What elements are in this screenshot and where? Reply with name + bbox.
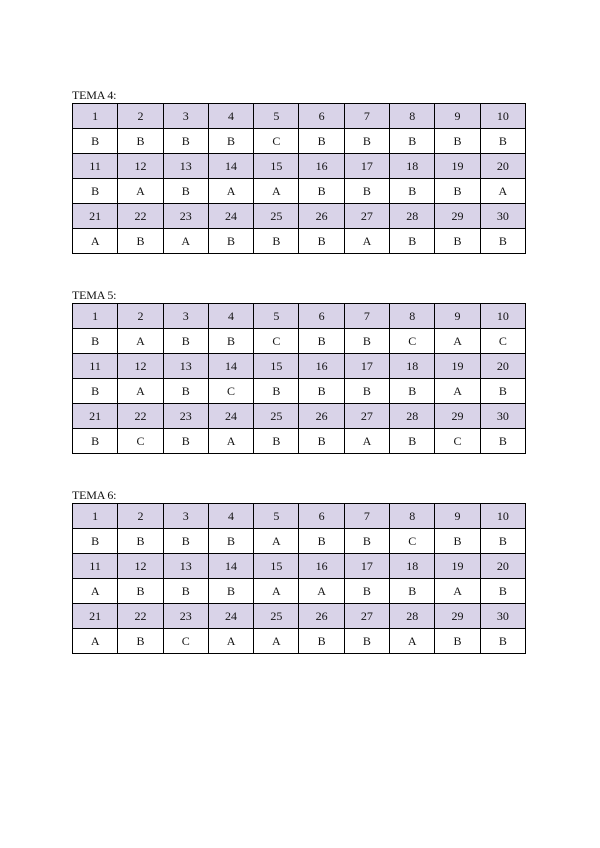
answer-cell: A — [299, 579, 344, 604]
question-number-cell: 11 — [73, 154, 118, 179]
answer-cell: C — [254, 329, 299, 354]
tema-4-section — [72, 87, 527, 254]
tema-5-section — [72, 287, 527, 454]
question-number-cell: 20 — [480, 354, 525, 379]
answer-cell: B — [299, 629, 344, 654]
answer-row — [73, 179, 526, 204]
question-number-cell: 13 — [163, 554, 208, 579]
answer-cell: B — [480, 229, 525, 254]
question-number-cell: 30 — [480, 204, 525, 229]
answer-cell: B — [208, 579, 253, 604]
question-number-cell: 8 — [390, 304, 435, 329]
question-number-row — [73, 304, 526, 329]
question-number-cell: 23 — [163, 404, 208, 429]
answer-cell: B — [254, 379, 299, 404]
tema-4-answer-table — [72, 103, 526, 254]
question-number-cell: 2 — [118, 504, 163, 529]
question-number-cell: 18 — [390, 154, 435, 179]
answer-cell: C — [118, 429, 163, 454]
answer-cell: B — [480, 629, 525, 654]
question-number-cell: 17 — [344, 354, 389, 379]
question-number-cell: 5 — [254, 304, 299, 329]
answer-cell: B — [390, 379, 435, 404]
answer-cell: A — [208, 629, 253, 654]
question-number-cell: 22 — [118, 204, 163, 229]
answer-cell: B — [390, 129, 435, 154]
answer-cell: B — [208, 329, 253, 354]
answer-cell: B — [344, 529, 389, 554]
question-number-cell: 16 — [299, 354, 344, 379]
question-number-cell: 30 — [480, 604, 525, 629]
answer-cell: B — [299, 529, 344, 554]
question-number-cell: 18 — [390, 354, 435, 379]
answer-cell: B — [163, 329, 208, 354]
question-number-cell: 21 — [73, 604, 118, 629]
question-number-cell: 5 — [254, 504, 299, 529]
question-number-cell: 5 — [254, 104, 299, 129]
question-number-row — [73, 404, 526, 429]
question-number-cell: 26 — [299, 604, 344, 629]
answer-row — [73, 529, 526, 554]
answer-cell: B — [344, 129, 389, 154]
question-number-cell: 27 — [344, 404, 389, 429]
answer-cell: B — [163, 129, 208, 154]
question-number-cell: 28 — [390, 604, 435, 629]
question-number-cell: 14 — [208, 154, 253, 179]
question-number-cell: 23 — [163, 604, 208, 629]
answer-cell: B — [299, 229, 344, 254]
question-number-cell: 30 — [480, 404, 525, 429]
answer-cell: A — [73, 629, 118, 654]
answer-cell: A — [344, 429, 389, 454]
answer-cell: B — [390, 579, 435, 604]
tema-6-section — [72, 487, 527, 654]
answer-cell: B — [254, 229, 299, 254]
question-number-cell: 28 — [390, 204, 435, 229]
question-number-cell: 6 — [299, 504, 344, 529]
question-number-cell: 12 — [118, 554, 163, 579]
question-number-row — [73, 504, 526, 529]
answer-cell: A — [208, 179, 253, 204]
question-number-cell: 15 — [254, 354, 299, 379]
question-number-cell: 13 — [163, 354, 208, 379]
answer-cell: A — [118, 179, 163, 204]
question-number-cell: 11 — [73, 354, 118, 379]
question-number-cell: 12 — [118, 354, 163, 379]
question-number-cell: 27 — [344, 604, 389, 629]
question-number-cell: 9 — [435, 104, 480, 129]
question-number-cell: 18 — [390, 554, 435, 579]
answer-cell: B — [208, 529, 253, 554]
question-number-cell: 24 — [208, 204, 253, 229]
answer-cell: A — [118, 329, 163, 354]
answer-cell: A — [435, 329, 480, 354]
question-number-cell: 15 — [254, 154, 299, 179]
answer-cell: B — [390, 229, 435, 254]
question-number-cell: 8 — [390, 104, 435, 129]
answer-cell: A — [480, 179, 525, 204]
question-number-row — [73, 604, 526, 629]
answer-cell: A — [118, 379, 163, 404]
question-number-cell: 4 — [208, 504, 253, 529]
answer-cell: B — [480, 379, 525, 404]
question-number-cell: 17 — [344, 554, 389, 579]
question-number-cell: 9 — [435, 504, 480, 529]
answer-cell: A — [390, 629, 435, 654]
answer-cell: B — [118, 579, 163, 604]
question-number-cell: 22 — [118, 604, 163, 629]
answer-cell: A — [435, 379, 480, 404]
question-number-cell: 4 — [208, 104, 253, 129]
answer-cell: A — [73, 229, 118, 254]
question-number-cell: 1 — [73, 504, 118, 529]
answer-row — [73, 229, 526, 254]
answer-row — [73, 429, 526, 454]
question-number-cell: 20 — [480, 154, 525, 179]
answer-cell: B — [390, 429, 435, 454]
question-number-cell: 2 — [118, 104, 163, 129]
answer-cell: A — [73, 579, 118, 604]
question-number-cell: 3 — [163, 504, 208, 529]
answer-cell: B — [480, 529, 525, 554]
question-number-cell: 11 — [73, 554, 118, 579]
question-number-cell: 8 — [390, 504, 435, 529]
answer-cell: B — [480, 579, 525, 604]
tema-5-answer-table — [72, 303, 526, 454]
answer-cell: C — [390, 329, 435, 354]
answer-cell: B — [344, 629, 389, 654]
question-number-cell: 25 — [254, 404, 299, 429]
question-number-cell: 9 — [435, 304, 480, 329]
question-number-cell: 19 — [435, 354, 480, 379]
answer-cell: B — [73, 379, 118, 404]
answer-cell: C — [390, 529, 435, 554]
question-number-row — [73, 154, 526, 179]
question-number-cell: 21 — [73, 204, 118, 229]
question-number-cell: 3 — [163, 304, 208, 329]
question-number-cell: 14 — [208, 354, 253, 379]
answer-cell: B — [163, 529, 208, 554]
answer-cell: B — [163, 579, 208, 604]
tema-6-answer-table — [72, 503, 526, 654]
answer-cell: B — [299, 429, 344, 454]
question-number-row — [73, 204, 526, 229]
answer-cell: B — [344, 329, 389, 354]
question-number-cell: 7 — [344, 504, 389, 529]
question-number-cell: 10 — [480, 304, 525, 329]
question-number-cell: 21 — [73, 404, 118, 429]
question-number-cell: 23 — [163, 204, 208, 229]
answer-cell: B — [435, 229, 480, 254]
tema-6-title: TEMA 6: — [72, 488, 117, 502]
answer-cell: B — [118, 129, 163, 154]
answer-cell: B — [299, 329, 344, 354]
answer-cell: A — [163, 229, 208, 254]
question-number-cell: 2 — [118, 304, 163, 329]
question-number-cell: 15 — [254, 554, 299, 579]
answer-cell: B — [163, 379, 208, 404]
answer-cell: B — [73, 129, 118, 154]
answer-cell: B — [435, 179, 480, 204]
question-number-cell: 26 — [299, 204, 344, 229]
answer-cell: B — [299, 379, 344, 404]
answer-cell: A — [435, 579, 480, 604]
answer-cell: B — [118, 629, 163, 654]
answer-cell: B — [435, 629, 480, 654]
answer-cell: C — [480, 329, 525, 354]
answer-cell: B — [435, 529, 480, 554]
question-number-cell: 22 — [118, 404, 163, 429]
question-number-cell: 27 — [344, 204, 389, 229]
answer-cell: A — [254, 579, 299, 604]
answer-cell: B — [435, 129, 480, 154]
answer-cell: B — [344, 179, 389, 204]
question-number-cell: 13 — [163, 154, 208, 179]
answer-cell: B — [208, 229, 253, 254]
question-number-cell: 4 — [208, 304, 253, 329]
answer-cell: C — [435, 429, 480, 454]
answer-cell: B — [344, 579, 389, 604]
answer-cell: B — [208, 129, 253, 154]
answer-cell: A — [254, 629, 299, 654]
question-number-cell: 10 — [480, 104, 525, 129]
answer-cell: B — [163, 179, 208, 204]
question-number-cell: 7 — [344, 104, 389, 129]
answer-row — [73, 379, 526, 404]
answer-cell: B — [480, 429, 525, 454]
question-number-row — [73, 104, 526, 129]
answer-cell: B — [73, 179, 118, 204]
question-number-cell: 26 — [299, 404, 344, 429]
answer-cell: B — [344, 379, 389, 404]
answer-row — [73, 579, 526, 604]
tema-5-title: TEMA 5: — [72, 288, 117, 302]
question-number-cell: 29 — [435, 204, 480, 229]
answer-cell: C — [208, 379, 253, 404]
question-number-cell: 1 — [73, 304, 118, 329]
answer-cell: B — [390, 179, 435, 204]
question-number-cell: 3 — [163, 104, 208, 129]
answer-cell: B — [299, 129, 344, 154]
answer-row — [73, 629, 526, 654]
question-number-cell: 14 — [208, 554, 253, 579]
question-number-row — [73, 554, 526, 579]
answer-cell: A — [208, 429, 253, 454]
question-number-cell: 20 — [480, 554, 525, 579]
question-number-cell: 12 — [118, 154, 163, 179]
answer-cell: B — [118, 229, 163, 254]
answer-cell: B — [118, 529, 163, 554]
answer-cell: B — [73, 429, 118, 454]
answer-cell: B — [73, 529, 118, 554]
answer-cell: A — [254, 179, 299, 204]
question-number-row — [73, 354, 526, 379]
question-number-cell: 24 — [208, 604, 253, 629]
question-number-cell: 28 — [390, 404, 435, 429]
answer-row — [73, 329, 526, 354]
answer-row — [73, 129, 526, 154]
question-number-cell: 19 — [435, 154, 480, 179]
question-number-cell: 6 — [299, 104, 344, 129]
question-number-cell: 7 — [344, 304, 389, 329]
answer-cell: B — [299, 179, 344, 204]
question-number-cell: 1 — [73, 104, 118, 129]
question-number-cell: 29 — [435, 404, 480, 429]
answer-cell: A — [254, 529, 299, 554]
answer-cell: B — [480, 129, 525, 154]
question-number-cell: 10 — [480, 504, 525, 529]
answer-cell: B — [73, 329, 118, 354]
tema-4-title: TEMA 4: — [72, 88, 117, 102]
question-number-cell: 16 — [299, 554, 344, 579]
answer-cell: A — [344, 229, 389, 254]
question-number-cell: 17 — [344, 154, 389, 179]
answer-cell: B — [254, 429, 299, 454]
answer-cell: C — [254, 129, 299, 154]
answer-cell: B — [163, 429, 208, 454]
question-number-cell: 19 — [435, 554, 480, 579]
question-number-cell: 25 — [254, 204, 299, 229]
question-number-cell: 25 — [254, 604, 299, 629]
question-number-cell: 6 — [299, 304, 344, 329]
answer-cell: C — [163, 629, 208, 654]
question-number-cell: 16 — [299, 154, 344, 179]
question-number-cell: 24 — [208, 404, 253, 429]
question-number-cell: 29 — [435, 604, 480, 629]
